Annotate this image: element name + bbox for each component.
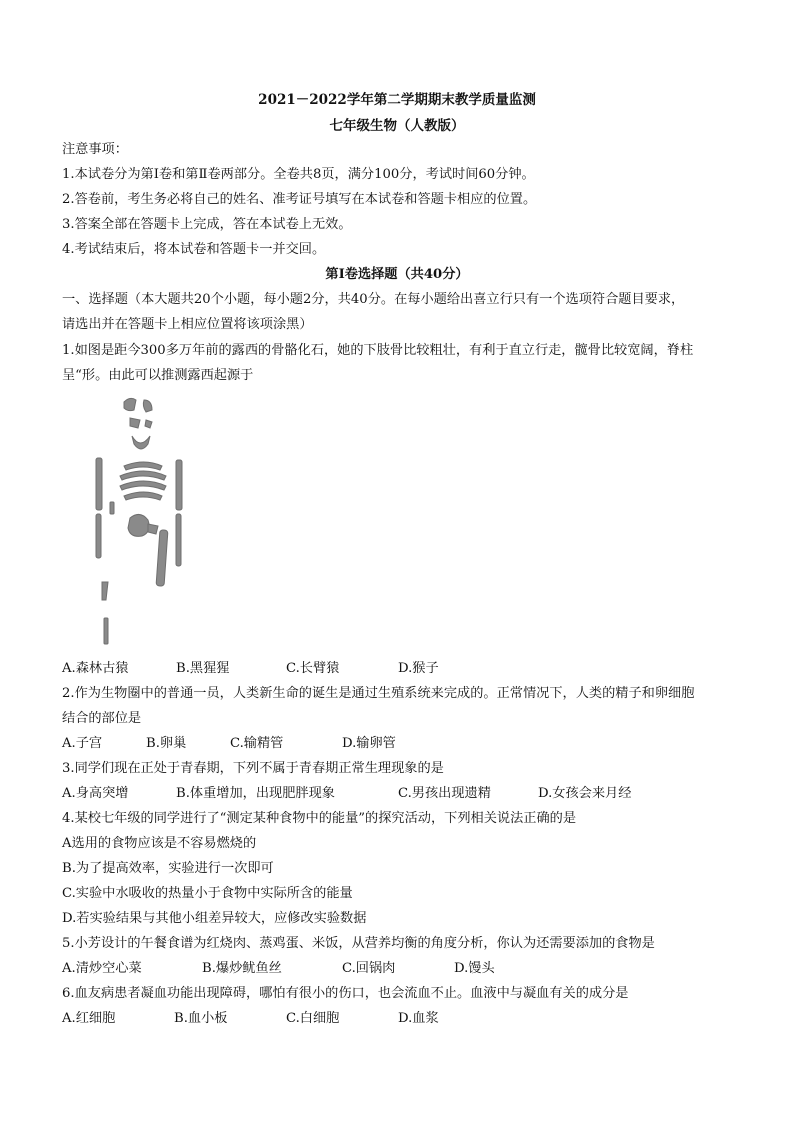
question-6-options (62, 1009, 742, 1029)
lucy-skeleton-figure (80, 392, 220, 650)
exam-title: 2021－2022学年第二学期期末教学质量监测 (258, 92, 536, 108)
option-d[interactable]: D.馒头 (454, 961, 495, 976)
option-d[interactable]: D.若实验结果与其他小组差异较大，应修改实验数据 (62, 911, 367, 926)
option-a[interactable]: A选用的食物应该是不容易燃烧的 (62, 836, 257, 851)
note-item: 3.答案全部在答题卡上完成，答在本试卷上无效。 (62, 217, 352, 232)
exam-subtitle: 七年级生物（人教版） (329, 118, 465, 134)
question-2-options (62, 734, 742, 754)
notes-heading: 注意事项： (62, 142, 128, 157)
question-2-stem: 结合的部位是 (62, 711, 142, 726)
option-c[interactable]: C.男孩出现遗精 (398, 786, 491, 801)
option-c[interactable]: C.实验中水吸收的热量小于食物中实际所含的能量 (62, 886, 353, 901)
option-a[interactable]: A.红细胞 (62, 1011, 116, 1026)
skeleton-icon (80, 392, 220, 650)
option-c[interactable]: C.长臂猿 (286, 661, 340, 676)
option-a[interactable]: A.身高突增 (62, 786, 129, 801)
question-2-stem: 2.作为生物圈中的普通一员，人类新生命的诞生是通过生殖系统来完成的。正常情况下，人类的精子和卵细胞 (62, 686, 695, 701)
question-6-stem: 6.血友病患者凝血功能出现障碍，哪怕有很小的伤口，也会流血不止。血液中与凝血有关的成分是 (62, 986, 629, 1001)
option-b[interactable]: B.爆炒鱿鱼丝 (202, 961, 282, 976)
option-d[interactable]: D.血浆 (398, 1011, 439, 1026)
question-1-stem: 1.如图是距今300多万年前的露西的骨骼化石，她的下肢骨比较粗壮，有利于直立行走，髋骨比较宽阔，脊柱 (62, 343, 694, 358)
option-c[interactable]: C.回锅肉 (342, 961, 396, 976)
option-d[interactable]: D.输卵管 (342, 736, 396, 751)
question-1-stem: 呈“形。由此可以推测露西起源于 (62, 368, 254, 383)
option-a[interactable]: A.子宫 (62, 736, 103, 751)
section-instructions: 一、选择题（本大题共20个小题，每小题2分，共40分。在每小题给出喜立行只有一个选项符合题目要求， (62, 292, 685, 307)
question-4-stem: 4.某校七年级的同学进行了“测定某种食物中的能量”的探究活动，下列相关说法正确的是 (62, 811, 576, 826)
note-item: 1.本试卷分为第Ⅰ卷和第Ⅱ卷两部分。全卷共8页，满分100分，考试时间60分钟。 (62, 167, 535, 182)
option-a[interactable]: A.森林古猿 (62, 661, 129, 676)
option-c[interactable]: C.输精管 (230, 736, 284, 751)
option-d[interactable]: D.女孩会来月经 (538, 786, 632, 801)
question-5-options (62, 959, 742, 979)
option-b[interactable]: B.黑猩猩 (176, 661, 230, 676)
question-3-options (62, 784, 742, 804)
question-3-stem: 3.同学们现在正处于青春期，下列不属于青春期正常生理现象的是 (62, 761, 444, 776)
section-instructions: 请选出并在答题卡上相应位置将该项涂黑） (62, 317, 313, 332)
option-b[interactable]: B.血小板 (174, 1011, 228, 1026)
note-item: 4.考试结束后，将本试卷和答题卡一并交回。 (62, 242, 326, 257)
note-item: 2.答卷前，考生务必将自己的姓名、准考证号填写在本试卷和答题卡相应的位置。 (62, 192, 537, 207)
section-title: 第Ⅰ卷选择题（共40分） (325, 267, 469, 282)
option-b[interactable]: B.为了提高效率，实验进行一次即可 (62, 861, 274, 876)
option-b[interactable]: B.卵巢 (146, 736, 187, 751)
option-a[interactable]: A.清炒空心菜 (62, 961, 142, 976)
question-1-options (62, 659, 742, 679)
option-c[interactable]: C.白细胞 (286, 1011, 340, 1026)
option-d[interactable]: D.猴子 (398, 661, 439, 676)
question-5-stem: 5.小芳设计的午餐食谱为红烧肉、蒸鸡蛋、米饭，从营养均衡的角度分析，你认为还需要添加的食物是 (62, 936, 655, 951)
option-b[interactable]: B.体重增加，出现肥胖现象 (176, 786, 335, 801)
